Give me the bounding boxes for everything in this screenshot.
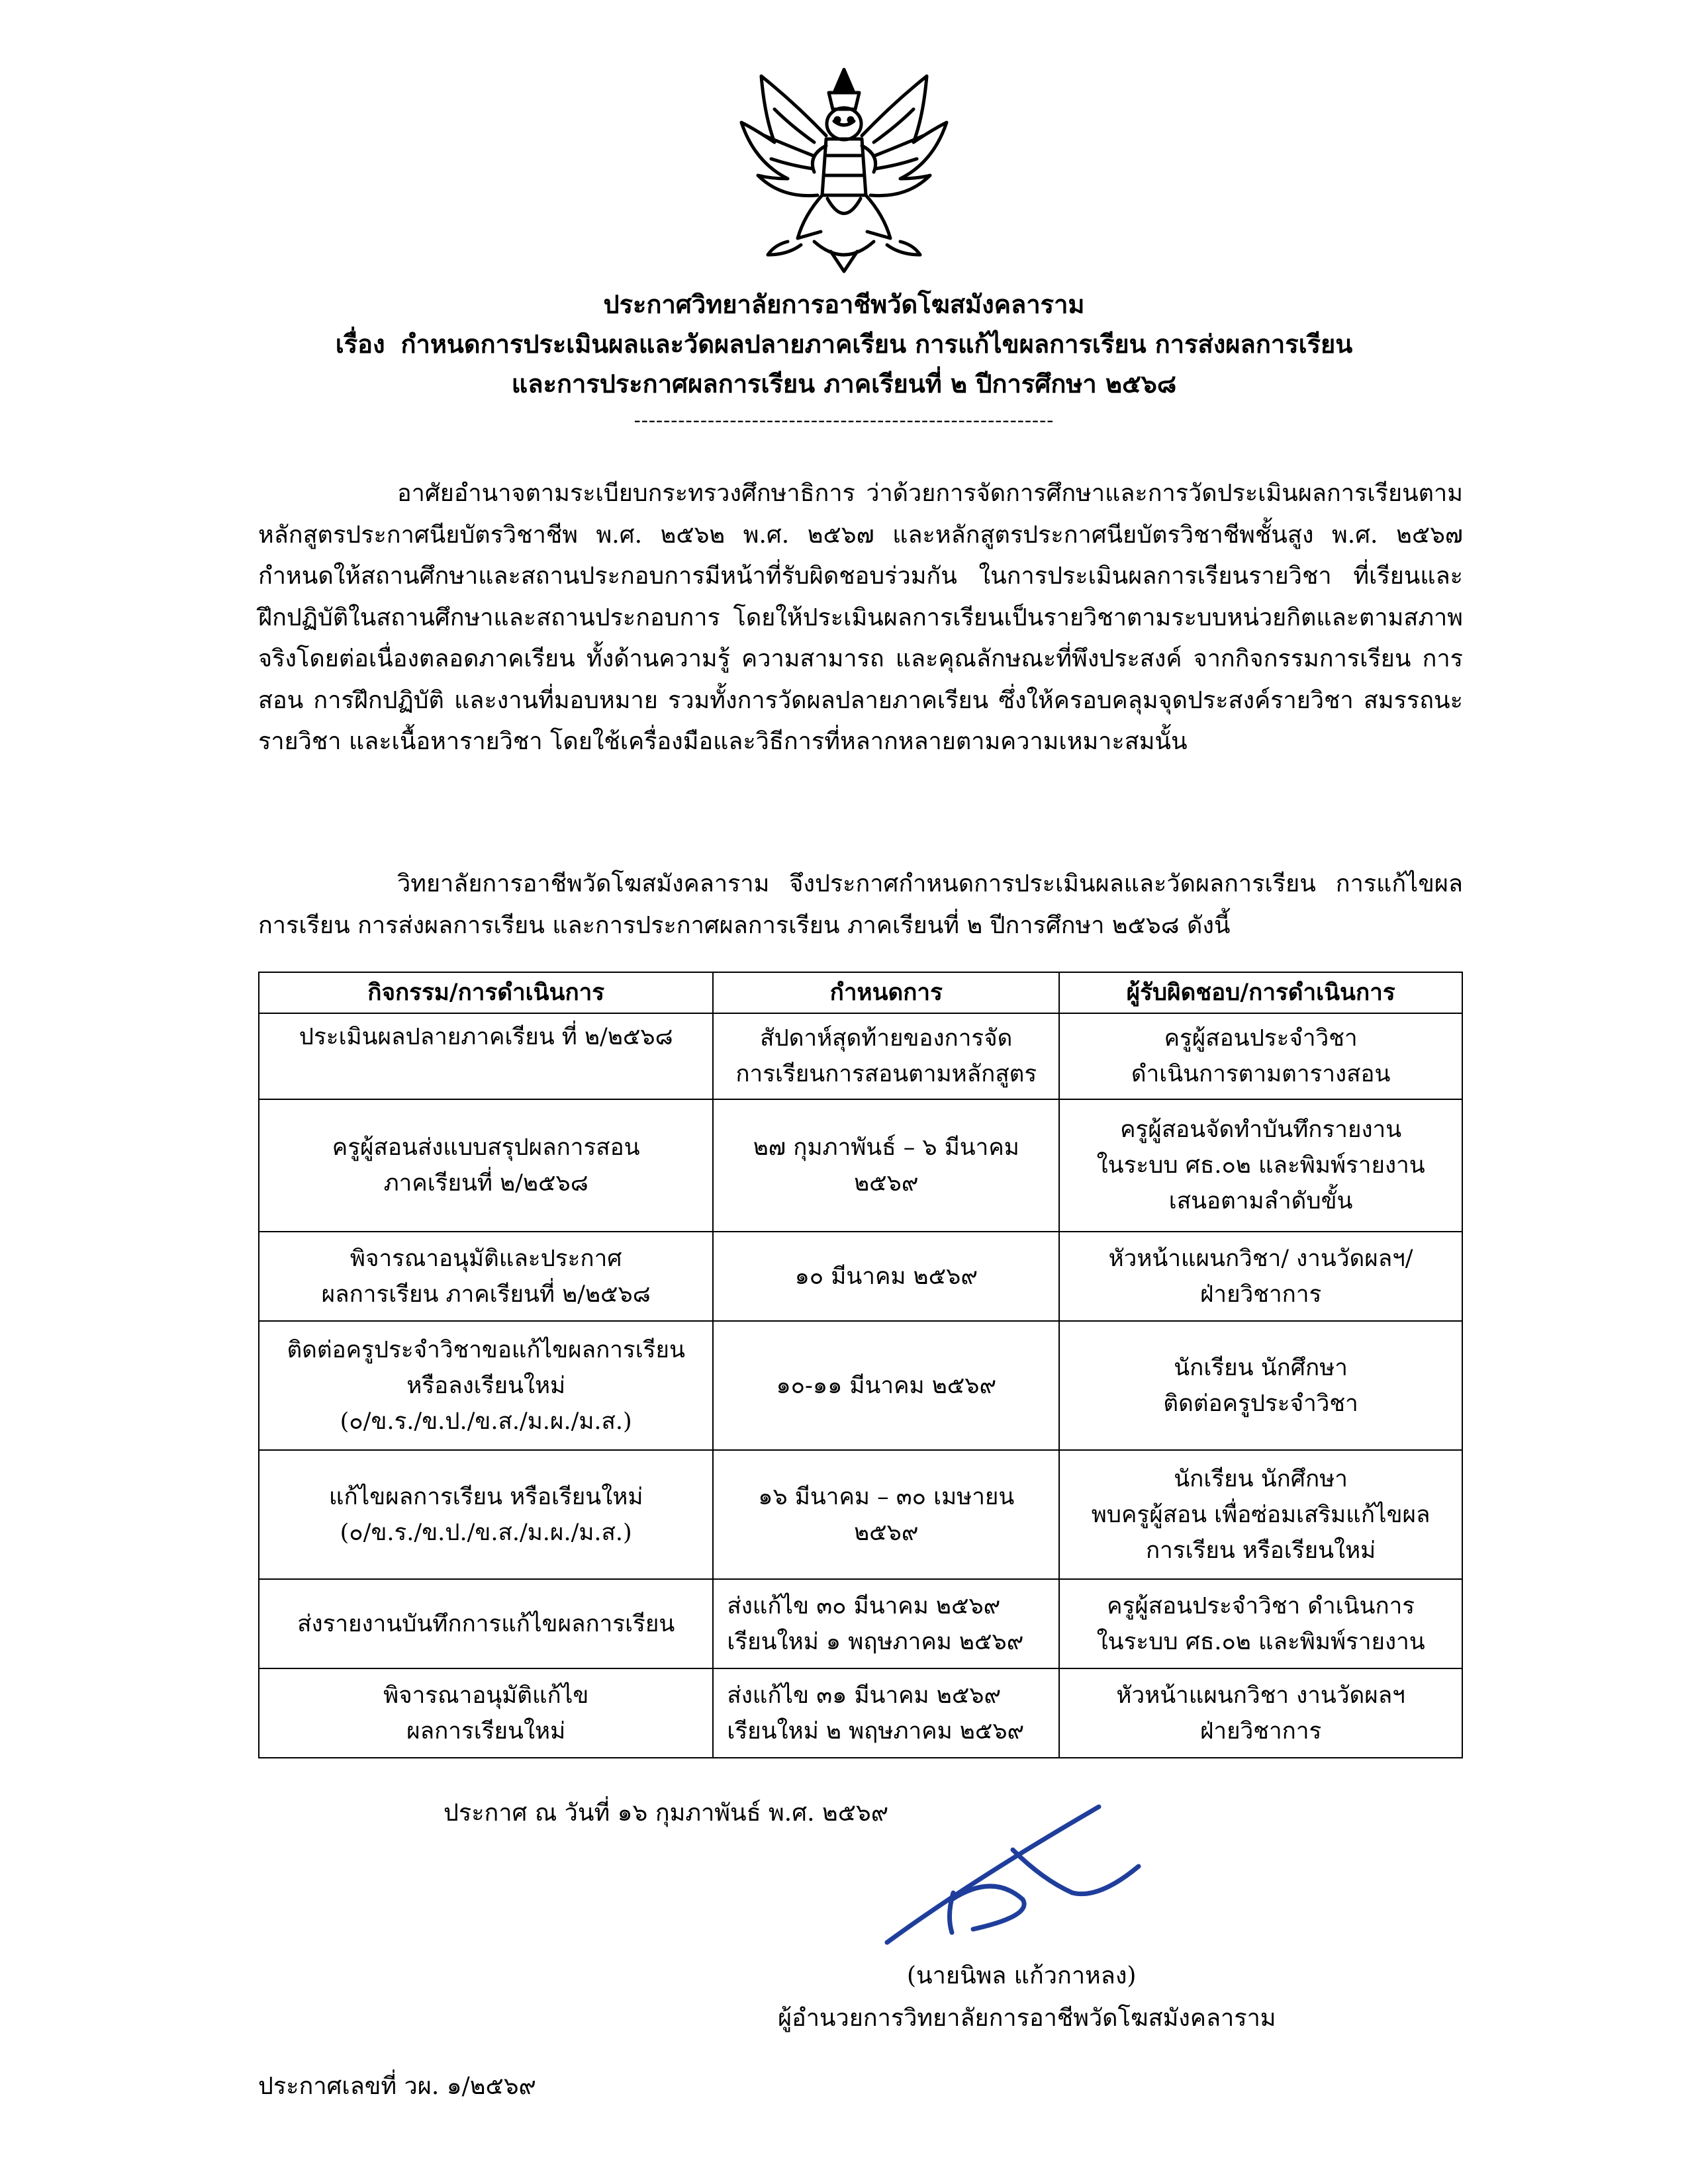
activity-line: ส่งรายงานบันทึกการแก้ไขผลการเรียน (297, 1610, 675, 1637)
activity-line: ครูผู้สอนส่งแบบสรุปผลการสอน (332, 1134, 640, 1161)
paragraph-2 (258, 864, 1463, 946)
paragraph-1-text: อาศัยอำนาจตามระเบียบกระทรวงศึกษาธิการ ว่าด้วยการจัดการศึกษาและการวัดประเมินผลการเรียนตามหลักสูตรประกาศนียบัตรวิชาชีพ พ.ศ. ๒๕๖๒ พ.ศ. ๒๕๖๗ และหลักสูตรประกาศนียบัตรวิชาชีพชั้นสูง พ.ศ. ๒๕๖๗ กำหนดให้สถานศึกษาและสถานประกอบการมีหน้าที่รับผิดชอบร่วมกัน ในการประเมินผลการเรียนรายวิชา ที่เรียนและฝึกปฏิบัติในสถานศึกษาและสถานประกอบการ โดยให้ประเมินผลการเรียนเป็นรายวิชาตามระบบหน่วยกิตและตามสภาพจริงโดยต่อเนื่องตลอดภาคเรียน ทั้งด้านความรู้ ความสามารถ และคุณลักษณะที่พึงประสงค์ จากกิจกรรมการเรียน การสอน การฝึกปฏิบัติ และงานที่มอบหมาย รวมทั้งการวัดผลปลายภาคเรียน ซึ่งให้ครอบคลุมจุดประสงค์รายวิชา สมรรถนะรายวิชา และเนื้อหารายวิชา โดยใช้เครื่องมือและวิธีการที่หลากหลายตามความเหมาะสมนั้น (258, 480, 1463, 755)
responsible-line: ครูผู้สอนจัดทำบันทึกรายงาน (1120, 1116, 1402, 1143)
schedule-cell (713, 1013, 1059, 1099)
activity-line: พิจารณาอนุมัติแก้ไข (383, 1682, 589, 1709)
table-row (259, 1450, 1462, 1579)
schedule-line: เรียนใหม่ ๒ พฤษภาคม ๒๕๖๙ (727, 1717, 1025, 1745)
announcement-number: ประกาศเลขที่ วผ. ๑/๒๕๖๙ (258, 2073, 536, 2100)
responsible-cell (1059, 1450, 1462, 1579)
responsible-line: ในระบบ ศธ.๐๒ และพิมพ์รายงาน (1096, 1628, 1425, 1655)
activity-cell (259, 1579, 713, 1668)
schedule-line: ๒๕๖๙ (854, 1170, 919, 1197)
paragraph-2-text: วิทยาลัยการอาชีพวัดโฆสมังคลาราม จึงประกาศกำหนดการประเมินผลและวัดผลการเรียน การแก้ไขผลการเรียน การส่งผลการเรียน และการประกาศผลการเรียน ภาคเรียนที่ ๒ ปีการศึกษา ๒๕๖๘ ดังนี้ (258, 870, 1463, 939)
table-row (259, 1099, 1462, 1232)
signer-name: (นายนิพล แก้วกาหลง) (907, 1962, 1137, 1989)
garuda-emblem-icon (735, 63, 953, 275)
signer-title: ผู้อำนวยการวิทยาลัยการอาชีพวัดโฆสมังคลาราม (778, 2005, 1276, 2032)
responsible-line: พบครูผู้สอน เพื่อซ่อมเสริมแก้ไขผล (1091, 1501, 1430, 1528)
separator-line: --------------------------------------------------------- (633, 409, 1055, 432)
table-row (259, 1668, 1462, 1758)
table-row (259, 1321, 1462, 1450)
schedule-line: ๑๐ มีนาคม ๒๕๖๙ (794, 1263, 978, 1290)
header-responsible: ผู้รับผิดชอบ/การดำเนินการ (1059, 972, 1462, 1013)
paragraph-1 (258, 473, 1463, 763)
responsible-line: หัวหน้าแผนกวิชา/ งานวัดผลฯ/ (1108, 1245, 1413, 1272)
responsible-line: การเรียน หรือเรียนใหม่ (1145, 1537, 1376, 1564)
schedule-line: การเรียนการสอนตามหลักสูตร (735, 1061, 1037, 1087)
responsible-cell (1059, 1232, 1462, 1321)
activity-cell (259, 1232, 713, 1321)
responsible-line: ฝ่ายวิชาการ (1199, 1717, 1322, 1745)
responsible-cell (1059, 1099, 1462, 1232)
schedule-line: เรียนใหม่ ๑ พฤษภาคม ๒๕๖๙ (727, 1628, 1024, 1655)
schedule-line: ๑๖ มีนาคม – ๓๐ เมษายน (758, 1483, 1015, 1510)
activity-line: ผลการเรียนใหม่ (406, 1717, 566, 1745)
activity-line: ภาคเรียนที่ ๒/๒๕๖๘ (383, 1170, 588, 1197)
subject-label: เรื่อง (335, 329, 385, 359)
subject-text-1: กำหนดการประเมินผลและวัดผลปลายภาคเรียน การแก้ไขผลการเรียน การส่งผลการเรียน (400, 329, 1353, 359)
table-row (259, 1013, 1462, 1099)
table-header-row (259, 972, 1462, 1013)
responsible-line: หัวหน้าแผนกวิชา งานวัดผลฯ (1116, 1682, 1405, 1709)
activity-cell (259, 1013, 713, 1099)
responsible-cell (1059, 1579, 1462, 1668)
responsible-line: นักเรียน นักศึกษา (1174, 1465, 1348, 1492)
subject-line-1 (252, 324, 1436, 364)
schedule-cell (713, 1321, 1059, 1450)
activity-line: แก้ไขผลการเรียน หรือเรียนใหม่ (328, 1483, 643, 1510)
activity-line: ประเมินผลปลายภาคเรียน ที่ ๒/๒๕๖๘ (299, 1024, 673, 1050)
responsible-line: ติดต่อครูประจำวิชา (1163, 1390, 1358, 1417)
schedule-cell (713, 1450, 1059, 1579)
schedule-cell (713, 1099, 1059, 1232)
schedule-line: ส่งแก้ไข ๓๑ มีนาคม ๒๕๖๙ (727, 1682, 1002, 1709)
activity-cell (259, 1099, 713, 1232)
responsible-cell (1059, 1668, 1462, 1758)
activity-line: หรือลงเรียนใหม่ (406, 1372, 566, 1399)
activity-line: พิจารณาอนุมัติและประกาศ (350, 1245, 622, 1272)
responsible-line: ดำเนินการตามตารางสอน (1131, 1061, 1391, 1087)
activity-line: (๐/ข.ร./ข.ป./ข.ส./ม.ผ./ม.ส.) (340, 1519, 632, 1546)
schedule-cell (713, 1579, 1059, 1668)
responsible-line: ฝ่ายวิชาการ (1199, 1281, 1322, 1308)
responsible-line: ครูผู้สอนประจำวิชา ดำเนินการ (1107, 1592, 1415, 1619)
schedule-line: สัปดาห์สุดท้ายของการจัด (760, 1025, 1013, 1052)
header-activity: กิจกรรม/การดำเนินการ (259, 972, 713, 1013)
activity-line: (๐/ข.ร./ข.ป./ข.ส./ม.ผ./ม.ส.) (340, 1408, 632, 1435)
schedule-line: ๑๐-๑๑ มีนาคม ๒๕๖๙ (776, 1372, 997, 1399)
announcement-title: ประกาศวิทยาลัยการอาชีพวัดโฆสมังคลาราม (603, 289, 1085, 319)
schedule-line: ๒๗ กุมภาพันธ์ – ๖ มีนาคม (753, 1134, 1019, 1161)
subject-line-2: และการประกาศผลการเรียน ภาคเรียนที่ ๒ ปีการศึกษา ๒๕๖๘ (511, 369, 1177, 398)
responsible-cell (1059, 1013, 1462, 1099)
schedule-table (258, 972, 1463, 1758)
table-row (259, 1579, 1462, 1668)
announcement-header (252, 285, 1436, 434)
responsible-line: นักเรียน นักศึกษา (1174, 1354, 1348, 1381)
schedule-cell (713, 1668, 1059, 1758)
responsible-line: เสนอตามลำดับขั้น (1168, 1188, 1353, 1214)
activity-cell (259, 1668, 713, 1758)
schedule-line: ๒๕๖๙ (854, 1519, 919, 1546)
responsible-line: ครูผู้สอนประจำวิชา (1164, 1025, 1358, 1052)
schedule-line: ส่งแก้ไข ๓๐ มีนาคม ๒๕๖๙ (727, 1592, 1001, 1619)
responsible-line: ในระบบ ศธ.๐๒ และพิมพ์รายงาน (1096, 1152, 1425, 1179)
announce-date: ประกาศ ณ วันที่ ๑๖ กุมภาพันธ์ พ.ศ. ๒๕๖๙ (444, 1799, 889, 1827)
activity-cell (259, 1450, 713, 1579)
table-row (259, 1232, 1462, 1321)
signature-image (874, 1800, 1152, 1952)
activity-line: ติดต่อครูประจำวิชาขอแก้ไขผลการเรียน (287, 1336, 685, 1363)
activity-cell (259, 1321, 713, 1450)
schedule-cell (713, 1232, 1059, 1321)
responsible-cell (1059, 1321, 1462, 1450)
header-schedule: กำหนดการ (713, 972, 1059, 1013)
activity-line: ผลการเรียน ภาคเรียนที่ ๒/๒๕๖๘ (321, 1281, 651, 1308)
